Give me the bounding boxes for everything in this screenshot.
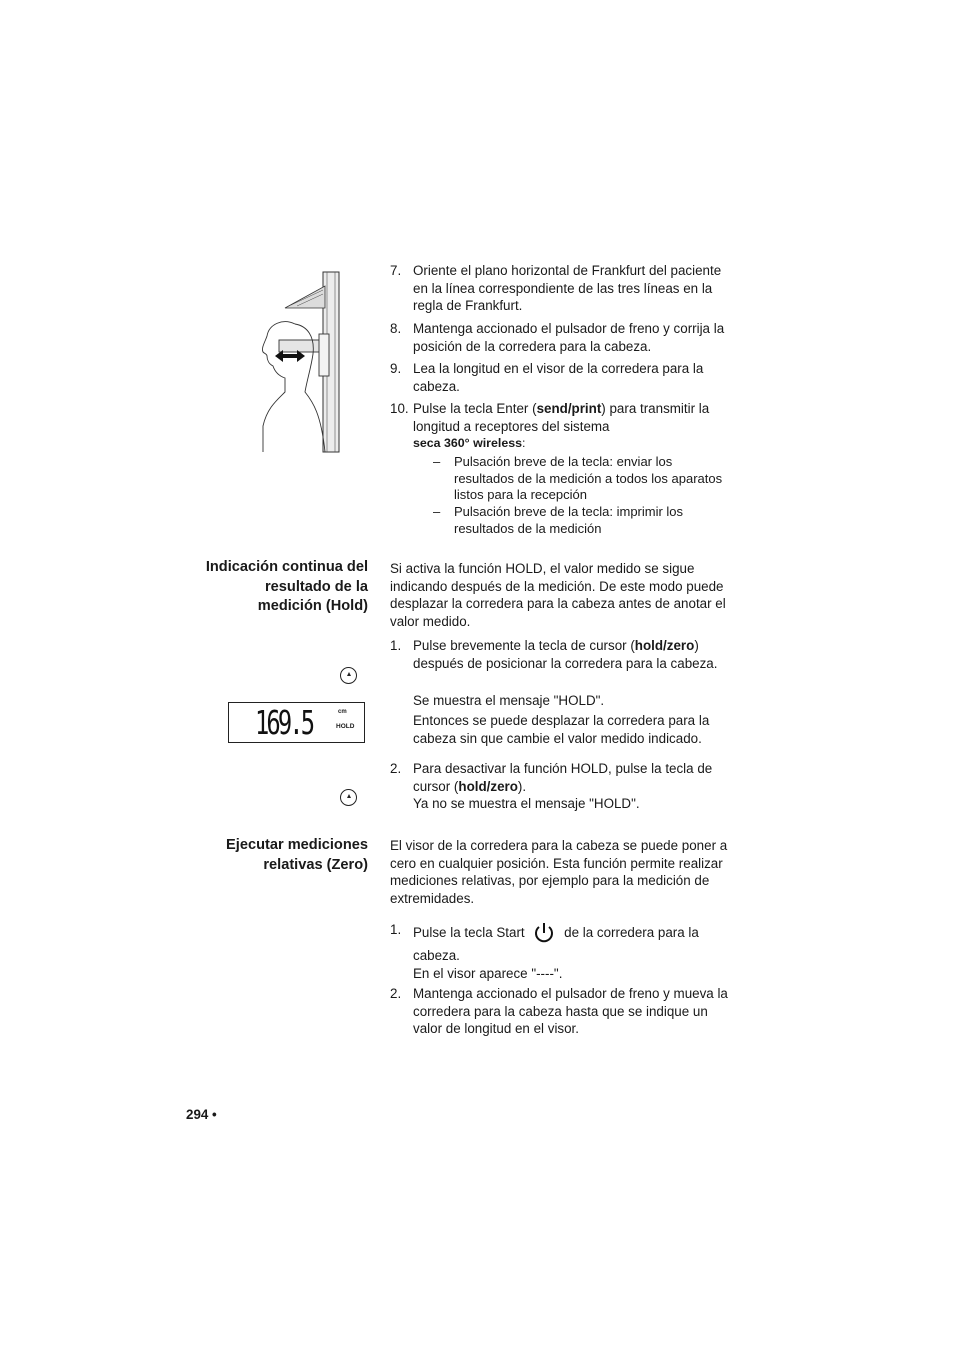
step-text: Mantenga accionado el pulsador de freno y corrija la posición de la corredera para la cabeza. <box>413 321 725 354</box>
hold-intro: Si activa la función HOLD, el valor medido se sigue indicando después de la medición. De este modo puede desplazar la corredera para la cabeza antes de anotar el valor medido. <box>390 561 726 629</box>
hold-zero-key: hold/zero <box>458 778 518 794</box>
hold-section-heading: Indicación continua del resultado de la medición (Hold) <box>205 559 368 614</box>
hold-step-2: 2. Para desactivar la función HOLD, pulse la tecla de cursor (hold/zero). Ya no se muestra el mensaje "HOLD". <box>390 761 713 812</box>
hold-zero-key-icon <box>340 667 357 684</box>
dash-item-send: – Pulsación breve de la tecla: enviar los resultados de la medición a todos los aparatos listos para la recepción <box>433 454 723 503</box>
step-9 <box>390 360 735 395</box>
zero-step-2: 2. Mantenga accionado el pulsador de freno y mueva la corredera para la cabeza hasta que se indique un valor de longitud en el visor. <box>390 986 728 1037</box>
hold-zero-key: hold/zero <box>634 638 695 653</box>
dash-item-print: – Pulsación breve de la tecla: imprimir los resultados de la medición <box>433 504 684 536</box>
zero-intro: El visor de la corredera para la cabeza se puede poner a cero en cualquier posición. Esta función permite realizar mediciones relativas, por ejemplo para la medición de extremidades. <box>390 838 728 906</box>
step-text: Lea la longitud en el visor de la corredera para la cabeza. <box>413 361 704 394</box>
step-number: 8. <box>390 321 402 336</box>
step-10 <box>390 400 735 451</box>
lcd-unit: cm <box>338 709 347 715</box>
step-text: Pulse la tecla Enter (send/print) para transmitir la longitud a receptores del sistema <box>413 401 710 434</box>
lcd-value: 169.5 <box>255 703 313 742</box>
system-name: seca 360° wireless: <box>413 436 526 451</box>
step-text: Oriente el plano horizontal de Frankfurt del paciente en la línea correspondiente de las tres líneas en la regla de Frankfurt. <box>413 263 722 314</box>
step-7 <box>390 262 735 315</box>
zero-section-heading: Ejecutar mediciones relativas (Zero) <box>226 837 368 873</box>
head-measurement-illustration <box>255 268 345 454</box>
step-number: 7. <box>390 263 402 278</box>
hold-message-shown: Se muestra el mensaje "HOLD". <box>413 693 605 708</box>
send-print-key: send/print <box>536 401 602 416</box>
page-number: 294 • <box>186 1107 217 1122</box>
hold-step-1: 1. Pulse brevemente la tecla de cursor (hold/zero) después de posicionar la corredera para la cabeza. <box>390 638 718 671</box>
lcd-hold-indicator: HOLD <box>336 723 355 730</box>
step-number: 10. <box>390 401 409 416</box>
zero-step-1: 1. Pulse la tecla Start de la corredera para la cabeza. En el visor aparece "----". <box>390 922 699 981</box>
lcd-display <box>228 702 365 743</box>
power-icon <box>532 921 556 945</box>
step-8 <box>390 320 735 355</box>
hold-message-detail: Entonces se puede desplazar la corredera para la cabeza sin que cambie el valor medido indicado. <box>413 713 710 746</box>
step-number: 9. <box>390 361 402 376</box>
hold-zero-key-icon <box>340 789 357 806</box>
